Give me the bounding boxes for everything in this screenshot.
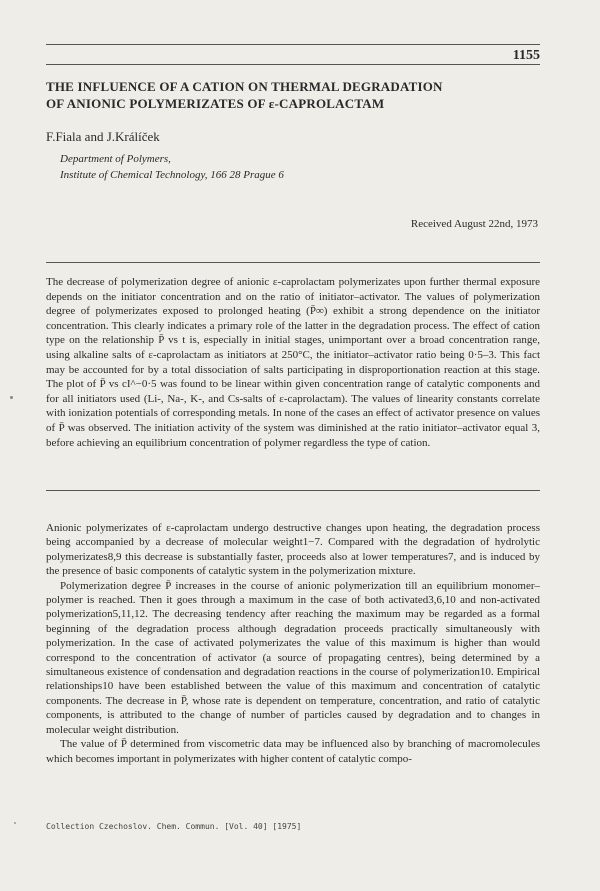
abstract-top-rule (46, 262, 540, 263)
article-title (46, 78, 546, 112)
abstract: The decrease of polymerization degree of anionic ε-caprolactam polymerizates upon further thermal exposure depends on the initiator concentration and on the ratio of initiator–activator. The values of polymerization degree of polymerizates exposed to prolonged heating (P̄∞) exhibit a strong dependence on the initiator concentration. This clearly indicates a primary role of the latter in the degradation process. The effect of cation type on the relationship P̄ vs t is, especially in initial stages, unimportant over a broad concentration range, using alkaline salts of ε-caprolactam as initiators at 250°C, the initiator–activator ratio being 0·5–3. This fact may be accounted for by a total dissociation of salts participating in disproportionation reaction at this stage. The plot of P̄ vs cI^−0·5 was found to be linear within given concentration range of catalytic components and for all initiators used (Li-, Na-, K-, and Cs-salts of ε-caprolactam). The values of linearity constants correlate with ionization potentials of corresponding metals. In none of the cases an effect of activator presence on values of P̄ was observed. The initiation activity of the system was diminished at the ratio initiator–activator equal 3, before achieving an equilibrium concentration of polymer regardless the type of cation. (46, 276, 540, 449)
title-line-2: OF ANIONIC POLYMERIZATES OF ε-CAPROLACTAM (46, 96, 385, 111)
affiliation-line-1: Department of Polymers, (60, 153, 171, 165)
affiliation-line-2: Institute of Chemical Technology, 166 28 Prague 6 (60, 169, 284, 181)
page-number: 1155 (512, 48, 540, 63)
margin-dot (10, 396, 13, 399)
body-text (46, 521, 540, 766)
paragraph-1: Anionic polymerizates of ε-caprolactam undergo destructive changes upon heating, the degradation process being accompanied by a decrease of molecular weight1−7. Compared with the degradation of hydrolytic polymerizates8,9 this decrease is substantially faster, proceeds also at lower temperatures7, and is induced by the presence of basic components of catalytic system in the polymerization mixture. (46, 522, 540, 578)
abstract-bottom-rule (46, 490, 540, 491)
header-rule (46, 44, 540, 45)
margin-dot (14, 822, 16, 824)
paragraph-2: Polymerization degree P̄ increases in the course of anionic polymerization till an equilibrium monomer–polymer is reached. Then it goes through a maximum in the case of both activated3,6,10 and non-activated polymerization5,11,12. The decreasing tendency after reaching the maximum may be regarded as a formal beginning of the degradation process although degradation proceeds practically simultaneously with polymerization. In the case of activated polymerizates the value of this maximum is higher than would correspond to the concentration of activator (a source of propagating centres), being determined by a simultaneous existence of condensation and degradation reactions in the course of polymerization10. Empirical relationships10 have been established between the value of this maximum and concentration of catalytic components. The decrease in P̄, whose rate is dependent on temperature, concentration, and ratio of catalytic components, is attributed to the change of number of particles caused by degradation and to changes in molecular weight distribution. (46, 579, 540, 736)
received-date: Received August 22nd, 1973 (410, 218, 538, 230)
authors: F.Fiala and J.Králíček (46, 129, 160, 144)
header-rule-lower (46, 64, 540, 65)
paragraph-3: The value of P̄ determined from viscometric data may be influenced also by branching of macromolecules which becomes important in polymerizates with higher content of catalytic compo- (46, 738, 540, 765)
title-line-1: THE INFLUENCE OF A CATION ON THERMAL DEGRADATION (46, 79, 443, 94)
journal-footer: Collection Czechoslov. Chem. Commun. [Vol. 40] [1975] (46, 822, 302, 831)
affiliation (60, 151, 284, 183)
